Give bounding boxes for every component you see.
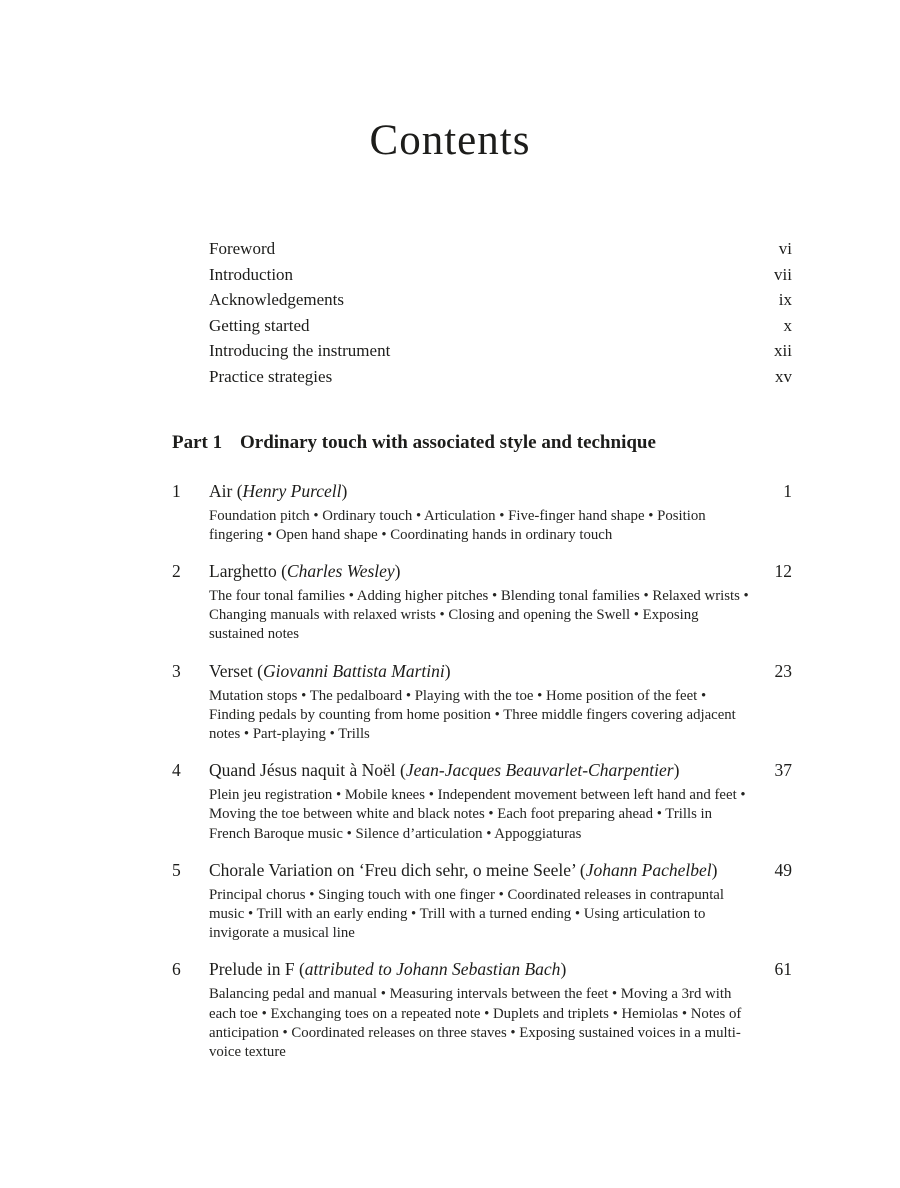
chapter-entry bbox=[172, 859, 792, 944]
chapter-number: 1 bbox=[172, 480, 181, 501]
chapter-topics: Principal chorus • Singing touch with one finger • Coordinated releases in contrapuntal music • Trill with an early ending • Trill with a turned ending • Using articulation to invigorate a musical line bbox=[209, 886, 724, 942]
chapter-heading-row bbox=[172, 660, 792, 683]
front-matter-page-number: ix bbox=[778, 290, 792, 310]
chapter-composer: Johann Pachelbel bbox=[585, 859, 712, 880]
chapter-entry bbox=[172, 480, 792, 545]
chapter-heading-row bbox=[172, 958, 792, 981]
front-matter-label: Introduction bbox=[209, 264, 294, 284]
chapter-entry bbox=[172, 958, 792, 1062]
chapter-title: Quand Jésus naquit à Noël (Jean-Jacques Beauvarlet-Charpentier) bbox=[209, 760, 680, 781]
chapter-topics: Foundation pitch • Ordinary touch • Articulation • Five-finger hand shape • Position fingering • Open hand shape • Coordinating hands in ordinary touch bbox=[209, 507, 706, 543]
chapter-title: Prelude in F (attributed to Johann Sebastian Bach) bbox=[209, 959, 567, 980]
part-title: Ordinary touch with associated style and technique bbox=[240, 431, 656, 453]
chapter-title-text: Larghetto bbox=[209, 560, 277, 581]
chapter-title: Verset (Giovanni Battista Martini) bbox=[209, 660, 451, 681]
front-matter-page-number: xv bbox=[775, 366, 792, 386]
front-matter-item bbox=[209, 313, 792, 339]
chapter-heading-row bbox=[172, 560, 792, 583]
front-matter-label: Foreword bbox=[209, 239, 276, 258]
front-matter-item bbox=[209, 236, 792, 262]
front-matter-page-number: x bbox=[783, 315, 792, 335]
chapter-title: Chorale Variation on ‘Freu dich sehr, o meine Seele’ (Johann Pachelbel) bbox=[209, 859, 718, 880]
chapter-entry bbox=[172, 660, 792, 745]
front-matter-label: Practice strategies bbox=[209, 366, 333, 386]
chapter-heading-row bbox=[172, 480, 792, 503]
part-number: Part 1 bbox=[172, 431, 223, 453]
chapter-title: Air (Henry Purcell) bbox=[209, 480, 348, 501]
front-matter-label: Getting started bbox=[209, 315, 310, 335]
chapter-composer: attributed to Johann Sebastian Bach bbox=[304, 959, 561, 980]
chapter-topics: Plein jeu registration • Mobile knees • Independent movement between left hand and feet • Moving the toe between white and black notes • Each foot preparing ahead • Trills in French Baroque music • Silence d’articulation • Appoggiaturas bbox=[209, 787, 746, 842]
chapter-title-text: Verset bbox=[209, 660, 253, 681]
front-matter-label: Acknowledgements bbox=[209, 290, 345, 310]
chapter-composer: Jean-Jacques Beauvarlet-Charpentier bbox=[405, 760, 674, 781]
chapter-topics: Mutation stops • The pedalboard • Playing with the toe • Home position of the feet • Finding pedals by counting from home position • Three middle fingers covering adjacent notes • Part-playing • Trills bbox=[209, 687, 736, 742]
chapter-composer: Charles Wesley bbox=[286, 560, 395, 581]
chapter-page-number: 12 bbox=[774, 560, 792, 581]
front-matter-item bbox=[209, 338, 792, 364]
front-matter-item bbox=[209, 364, 792, 390]
chapter-number: 6 bbox=[172, 959, 181, 980]
chapter-page-number: 37 bbox=[774, 760, 792, 781]
chapter-title-text: Quand Jésus naquit à Noël bbox=[209, 760, 396, 781]
chapter-number: 2 bbox=[172, 560, 181, 581]
part-heading bbox=[172, 430, 792, 456]
chapter-title-text: Prelude in F bbox=[209, 959, 295, 980]
chapter-number: 3 bbox=[172, 660, 181, 681]
chapter-title-text: Chorale Variation on ‘Freu dich sehr, o meine Seele’ bbox=[209, 859, 576, 880]
chapter-title: Larghetto (Charles Wesley) bbox=[209, 560, 401, 581]
chapter-heading-row bbox=[172, 859, 792, 882]
chapter-list bbox=[172, 480, 792, 1063]
chapter-entry bbox=[172, 759, 792, 844]
chapter-composer: Henry Purcell bbox=[242, 480, 342, 501]
front-matter-list bbox=[209, 236, 792, 390]
front-matter-item bbox=[209, 262, 792, 288]
front-matter-page-number: vii bbox=[774, 264, 792, 284]
chapter-page-number: 49 bbox=[774, 859, 792, 880]
chapter-page-number: 1 bbox=[783, 480, 792, 501]
page-title: Contents bbox=[369, 117, 531, 164]
chapter-heading-row bbox=[172, 759, 792, 782]
front-matter-page-number: xii bbox=[774, 341, 792, 361]
chapter-entry bbox=[172, 560, 792, 645]
front-matter-label: Introducing the instrument bbox=[209, 341, 391, 361]
chapter-page-number: 23 bbox=[774, 660, 792, 681]
chapter-topics: Balancing pedal and manual • Measuring intervals between the feet • Moving a 3rd with each toe • Exchanging toes on a repeated note • Duplets and triplets • Hemiolas • Notes of anticipation • Coordinated releases on three staves • Exposing sustained voices in a multi-voice texture bbox=[209, 986, 742, 1061]
chapter-title-text: Air bbox=[209, 480, 233, 501]
front-matter-item bbox=[209, 287, 792, 313]
chapter-number: 5 bbox=[172, 859, 181, 880]
chapter-number: 4 bbox=[172, 760, 181, 781]
chapter-composer: Giovanni Battista Martini bbox=[262, 660, 445, 681]
chapter-page-number: 61 bbox=[774, 959, 792, 980]
chapter-topics: The four tonal families • Adding higher pitches • Blending tonal families • Relaxed wrists • Changing manuals with relaxed wrists • Closing and opening the Swell • Exposing sustained notes bbox=[209, 587, 749, 643]
front-matter-page-number: vi bbox=[778, 239, 792, 258]
